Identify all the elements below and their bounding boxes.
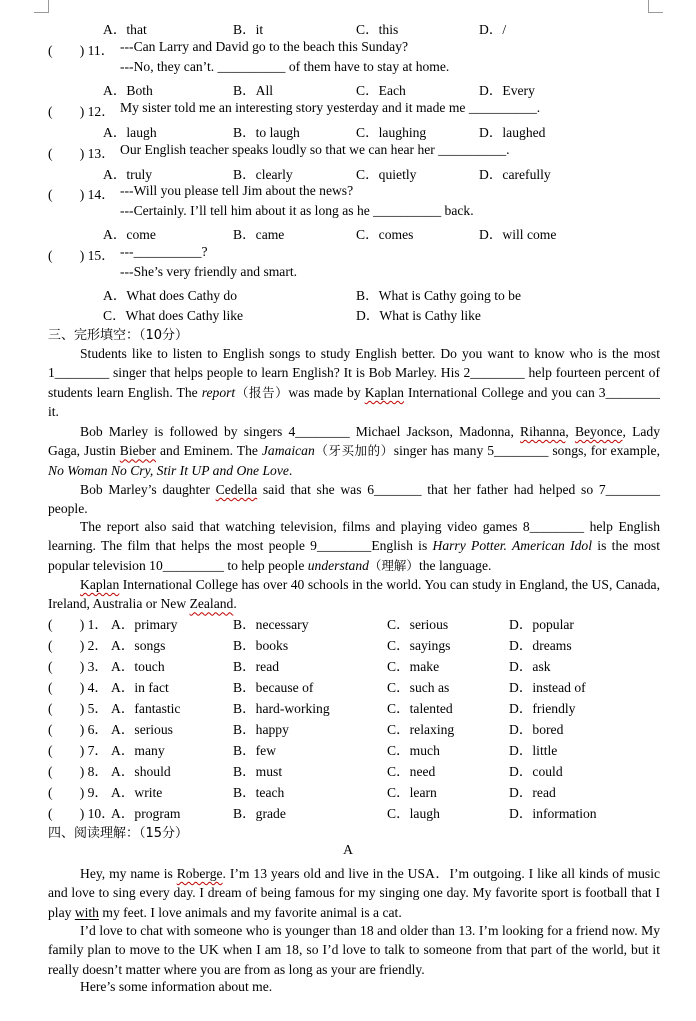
word-cedella: Cedella [215,482,258,497]
crop-mark-top-right [648,0,663,13]
option-a: A．truly [103,167,153,182]
question-number: ( ) 15． [48,248,115,263]
option-b: B．hard-working [233,701,330,716]
option-c: C．comes [356,227,414,242]
question-number: ( ) 6． [48,722,109,737]
question-number: ( ) 14． [48,187,115,202]
word-with: with [74,904,99,920]
question-stem-line-2: ---She’s very friendly and smart. [120,264,298,279]
option-c: C．serious [387,617,449,632]
question-number: ( ) 13． [48,146,115,161]
word-beyonce: Beyonce [574,424,623,439]
question-number: ( ) 8． [48,764,109,779]
cloze-paragraph-1: Students like to listen to English songs to study English better. Do you want to know who is the most 1________ singer that helps people to learn English? It is Bob Marley. His 2________ help fourteen percent of students learn English. The report（报告）was made by Kaplan International College and you can 3________ it. [48,346,660,420]
option-c: C．such as [387,680,450,695]
option-d: D．read [509,785,556,800]
word-understand: understand [307,557,369,573]
reading-paragraph-2: I’d love to chat with someone who is younger than 18 and older than 13. I’m looking for a friend now. My family plan to move to the UK when I am 18, so I’d love to talk to someone from that part of the world, but it really doesn’t matter where you are from as long as your are friendly. [48,923,660,977]
option-c: C．What does Cathy like [103,308,244,323]
option-c: C．quietly [356,167,417,182]
option-b: B．it [233,22,264,37]
cloze-paragraph-2: Bob Marley is followed by singers 4________ Michael Jackson, Madonna, Rihanna, Beyonce, Lady Gaga, Justin Bieber and Eminem. The Jamaican（牙买加的）singer has many 5________ songs, for example, No Woman No Cry, Stir It UP and One Love. [48,424,661,478]
word-kaplan: Kaplan [80,577,120,592]
question-number: ( ) 2． [48,638,109,653]
passage-label: A [343,842,353,857]
option-a: A．fantastic [111,701,181,716]
question-number: ( ) 9． [48,785,109,800]
question-stem: My sister told me an interesting story yesterday and it made me __________. [120,100,541,115]
option-c: C．relaxing [387,722,455,737]
option-a: A．should [111,764,171,779]
question-number: ( ) 1． [48,617,109,632]
option-c: C．much [387,743,440,758]
option-b: B．came [233,227,285,242]
question-number: ( ) 4． [48,680,109,695]
word-bieber: Bieber [119,443,157,459]
option-d: D．information [509,806,597,821]
reading-paragraph-3: Here’s some information about me. [80,979,273,994]
option-d: D．laughed [479,125,546,140]
question-number: ( ) 10． [48,806,115,821]
question-stem: ---__________? [120,244,208,259]
option-d: D．carefully [479,167,551,182]
option-c: C．talented [387,701,453,716]
option-b: B．because of [233,680,314,695]
question-stem: Our English teacher speaks loudly so that we can hear her __________. [120,142,510,157]
section-4-heading: 四、阅读理解：（15分） [48,826,189,841]
option-d: D．/ [479,22,507,37]
option-c: C．learn [387,785,437,800]
option-c: C．sayings [387,638,451,653]
option-b: B．clearly [233,167,293,182]
option-a: A．that [103,22,147,37]
question-number: ( ) 7． [48,743,109,758]
option-a: A．primary [111,617,178,632]
word-jamaican: Jamaican [261,443,315,459]
option-b: B．to laugh [233,125,300,140]
option-d: D．What is Cathy like [356,308,481,323]
reading-paragraph-1: Hey, my name is Roberge. I’m 13 years old and live in the USA．I’m outgoing. I like all kinds of music and love to sing every day. I dream of being famous for my singing one day. My favorite sport is football that I play with my feet. I love animals and my favorite animal is a cat. [48,866,661,920]
song-titles: No Woman No Cry, Stir It UP and One Love [48,462,289,478]
word-zealand: Zealand [189,596,234,612]
option-c: C．laughing [356,125,427,140]
option-a: A．in fact [111,680,169,695]
option-a: A．laugh [103,125,157,140]
section-3-heading: 三、完形填空：（10分） [48,328,189,343]
option-b: B．few [233,743,277,758]
option-b: B．What is Cathy going to be [356,288,521,303]
option-a: A．touch [111,659,165,674]
option-b: B．grade [233,806,286,821]
option-a: A．come [103,227,156,242]
cloze-paragraph-3: Bob Marley’s daughter Cedella said that she was 6_______ that her father had helped so 7________ people. [48,482,660,517]
option-a: A．many [111,743,165,758]
option-c: C．this [356,22,399,37]
option-b: B．happy [233,722,289,737]
word-roberge: Roberge [176,866,223,881]
option-a: A．serious [111,722,173,737]
question-number: ( ) 5． [48,701,109,716]
question-stem-line-2: ---Certainly. I’ll tell him about it as long as he __________ back. [120,203,474,218]
option-b: B．books [233,638,289,653]
word-report: report [201,384,236,400]
option-d: D．friendly [509,701,576,716]
crop-mark-top-left [34,0,49,13]
question-stem: ---Will you please tell Jim about the news? [120,183,354,198]
question-number: ( ) 12． [48,104,115,119]
option-d: D．bored [509,722,564,737]
option-b: B．All [233,83,274,98]
option-c: C．Each [356,83,406,98]
option-b: B．read [233,659,280,674]
option-d: D．popular [509,617,574,632]
option-d: D．could [509,764,563,779]
option-d: D．ask [509,659,551,674]
option-a: A．program [111,806,181,821]
option-d: D．instead of [509,680,586,695]
option-a: A．Both [103,83,153,98]
option-c: C．make [387,659,440,674]
question-number: ( ) 3． [48,659,109,674]
option-d: D．will come [479,227,557,242]
option-b: B．must [233,764,283,779]
option-d: D．little [509,743,558,758]
question-stem: ---Can Larry and David go to the beach this Sunday? [120,39,409,54]
option-c: C．laugh [387,806,440,821]
option-a: A．songs [111,638,166,653]
option-a: A．What does Cathy do [103,288,238,303]
option-d: D．Every [479,83,535,98]
film-titles: Harry Potter. American Idol [432,538,593,554]
option-b: B．teach [233,785,285,800]
cloze-paragraph-4: The report also said that watching television, films and playing video games 8________ help English learning. The film that helps the most people 9________English is Harry Potter. American Idol is the most popular television 10_________ to help people understand（理解）the language. [48,519,661,573]
word-kaplan: Kaplan [364,384,404,400]
question-number: ( ) 11． [48,43,115,58]
option-b: B．necessary [233,617,309,632]
cloze-paragraph-5: Kaplan International College has over 40 schools in the world. You can study in England, the US, Canada, Ireland, Australia or New Zealand. [48,577,660,612]
option-a: A．write [111,785,163,800]
question-stem-line-2: ---No, they can’t. __________ of them have to stay at home. [120,59,450,74]
option-d: D．dreams [509,638,572,653]
word-rihanna: Rihanna [520,424,566,439]
option-c: C．need [387,764,436,779]
